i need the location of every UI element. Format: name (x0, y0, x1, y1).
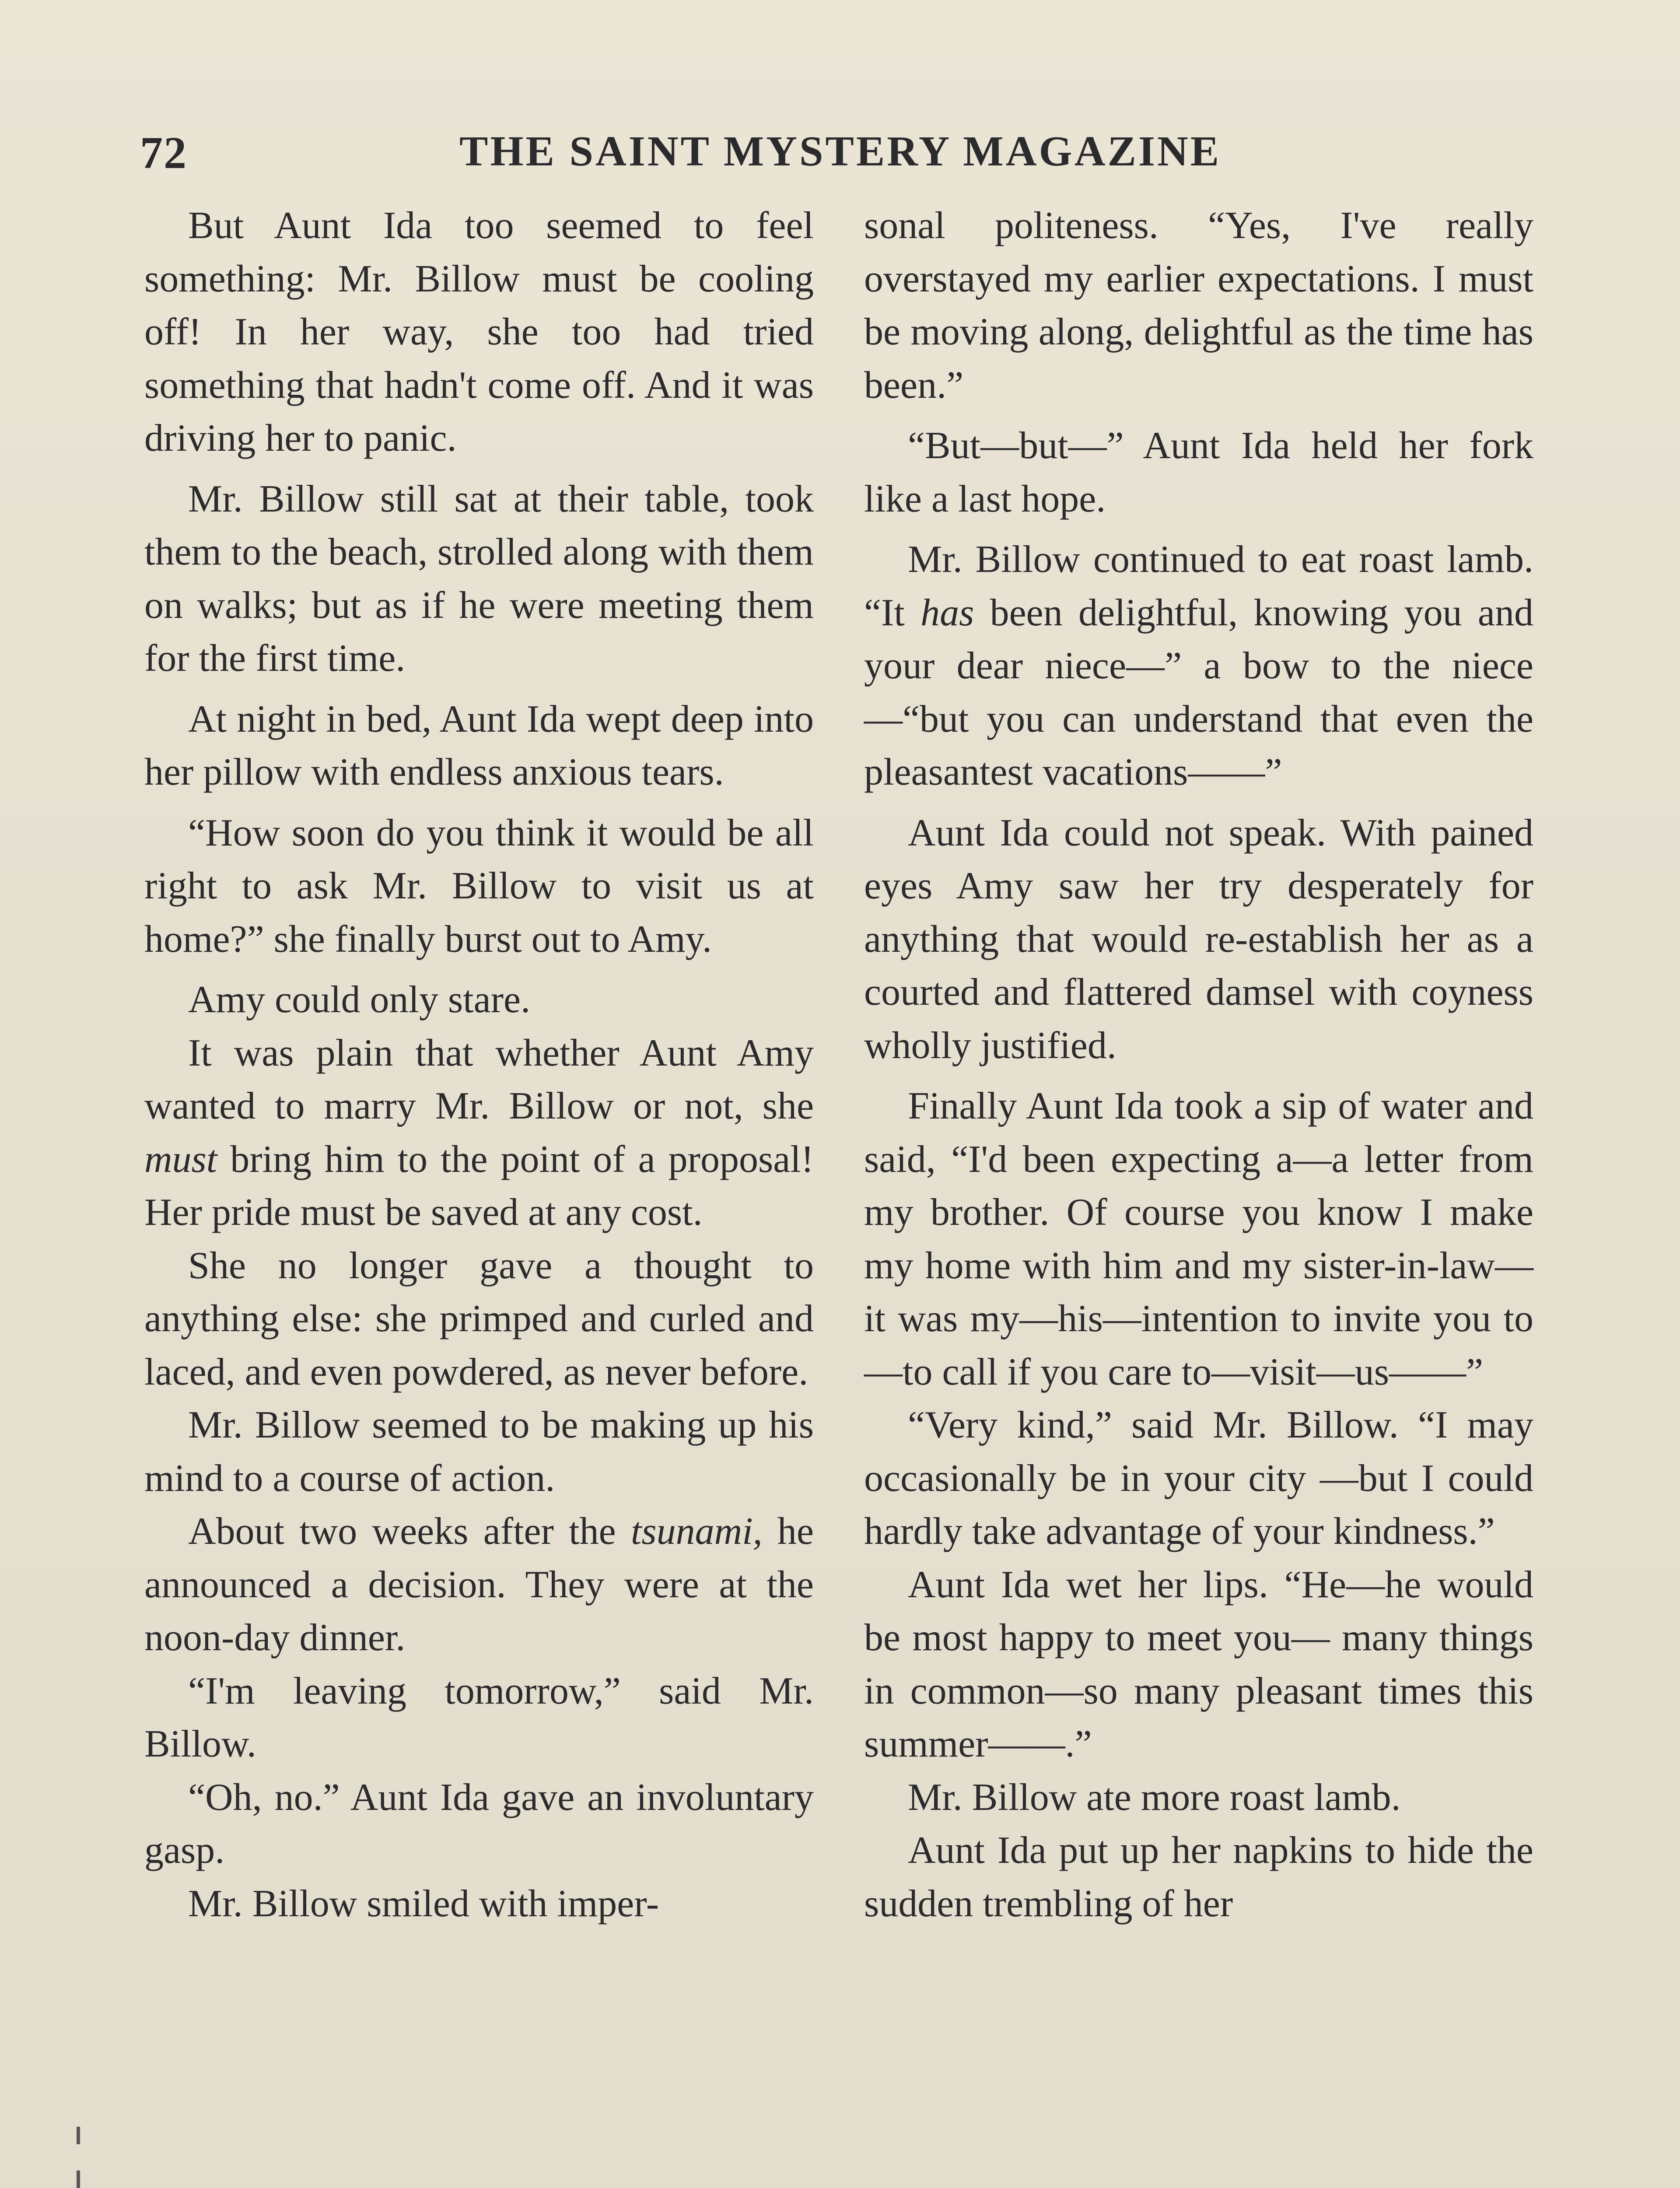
paragraph: Mr. Billow seemed to be making up his mind to a course of action. (144, 1404, 814, 1500)
emphasis: tsunami, (630, 1510, 763, 1553)
left-column (144, 199, 814, 1930)
paragraph: Aunt Ida could not speak. With pained eyes Amy saw her try desperately for anything that would re-establish her as a courted and flattered damsel with coyness wholly justified. (864, 811, 1533, 1067)
text-run: It was plain that whether Aunt Amy wanted to marry Mr. Billow or not, she (144, 1031, 814, 1127)
paragraph: Mr. Billow smiled with imper- (188, 1882, 659, 1925)
emphasis: has (920, 591, 974, 634)
paragraph: Finally Aunt Ida took a sip of water and said, “I'd been expecting a—a letter from my brother. Of course you know I make my home with him and my sister-in-law—it was my—his—intention to invite you to—to call if you care to—visit—us——” (864, 1085, 1533, 1393)
scan-mark (77, 2127, 80, 2144)
right-column (864, 199, 1533, 1930)
text-run: About two weeks after the (188, 1510, 631, 1553)
paragraph (144, 1505, 814, 1665)
paragraph: “Oh, no.” Aunt Ida gave an involuntary gasp. (144, 1776, 814, 1872)
paragraph: Amy could only stare. (188, 978, 531, 1021)
paragraph: Aunt Ida wet her lips. “He—he would be most happy to meet you— many things in common—so many pleasant times this summer——.” (864, 1563, 1533, 1765)
scan-mark (77, 2170, 80, 2188)
paragraph: “I'm leaving tomorrow,” said Mr. Billow. (144, 1669, 814, 1765)
paragraph: “How soon do you think it would be all right to ask Mr. Billow to visit us at home?” she finally burst out to Amy. (144, 811, 814, 961)
running-head: THE SAINT MYSTERY MAGAZINE (459, 128, 1222, 175)
paragraph: “Very kind,” said Mr. Billow. “I may occasionally be in your city —but I could hardly take advantage of your kindness.” (864, 1404, 1533, 1553)
text-run: he announced a decision. They were at the noon-day dinner. (144, 1510, 814, 1659)
paragraph: At night in bed, Aunt Ida wept deep into her pillow with endless anxious tears. (144, 698, 814, 793)
text-run: been delightful, knowing you and your dear niece—” a bow to the niece—“but you can understand that even the pleasantest vacations——” (864, 591, 1533, 793)
paragraph: Mr. Billow still sat at their table, took them to the beach, strolled along with them on walks; but as if he were meeting them for the first time. (144, 477, 814, 680)
paragraph: She no longer gave a thought to anything else: she primped and curled and laced, and even powdered, as never before. (144, 1244, 814, 1393)
paragraph: But Aunt Ida too seemed to feel something: Mr. Billow must be cooling off! In her way, she too had tried something that hadn't come off. And it was driving her to panic. (144, 204, 814, 459)
paragraph: Mr. Billow ate more roast lamb. (908, 1776, 1401, 1819)
paragraph: “But—but—” Aunt Ida held her fork like a last hope. (864, 424, 1533, 520)
emphasis: must (144, 1138, 217, 1181)
page-number: 72 (140, 128, 187, 178)
paragraph: sonal politeness. “Yes, I've really overstayed my earlier expectations. I must be moving along, delightful as the time has been.” (864, 204, 1533, 407)
paragraph (864, 533, 1533, 799)
paragraph: Aunt Ida put up her napkins to hide the sudden trembling of her (864, 1829, 1533, 1925)
text-run: Mr. Billow continued to eat roast lamb. “It (864, 538, 1533, 634)
text-run: bring him to the point of a proposal! Her pride must be saved at any cost. (144, 1138, 814, 1234)
paragraph (144, 1027, 814, 1239)
